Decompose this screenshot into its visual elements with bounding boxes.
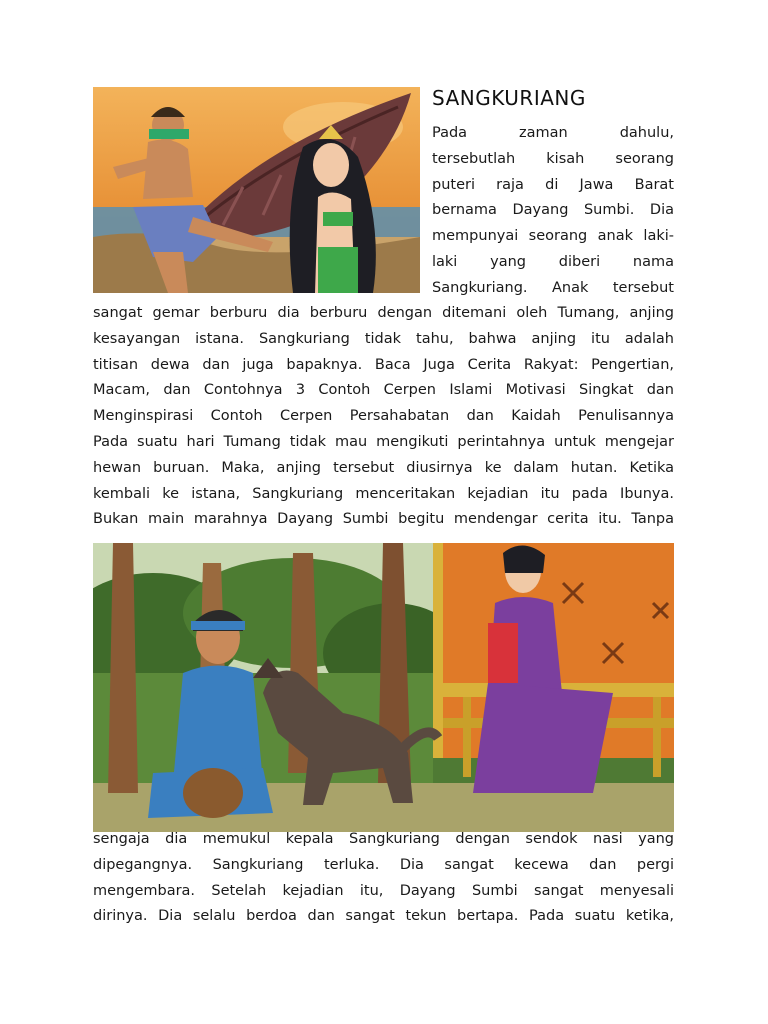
text-line: mengembara. Setelah kejadian itu, Dayang Sumbi sangat menyesali bbox=[93, 882, 674, 899]
text-line: Pada zaman dahulu, bbox=[432, 125, 674, 141]
text-line: bernama Dayang Sumbi. Dia bbox=[432, 202, 674, 219]
text-line: laki yang diberi nama bbox=[432, 253, 674, 270]
text-line: sengaja dia memukul kepala Sangkuriang dengan sendok nasi yang bbox=[93, 831, 674, 847]
text-line: kesayangan istana. Sangkuriang tidak tahu, bahwa anjing itu adalah bbox=[93, 330, 674, 347]
text-line: Sangkuriang. Anak tersebut bbox=[432, 279, 674, 296]
text-line: mempunyai seorang anak laki- bbox=[432, 228, 674, 245]
text-line: dipegangnya. Sangkuriang terluka. Dia sangat kecewa dan pergi bbox=[93, 856, 674, 873]
story-title: SANGKURIANG bbox=[432, 86, 586, 110]
text-line: Macam, dan Contohnya 3 Contoh Cerpen Islami Motivasi Singkat dan bbox=[93, 382, 674, 399]
text-line: Pada suatu hari Tumang tidak mau mengikuti perintahnya untuk mengejar bbox=[93, 433, 674, 450]
story-paragraph-2 bbox=[93, 827, 674, 930]
forest-scene-image bbox=[93, 543, 674, 832]
intro-paragraph-column bbox=[432, 121, 674, 302]
text-line: Bukan main marahnya Dayang Sumbi begitu mendengar cerita itu. Tanpa bbox=[93, 511, 674, 528]
boat-scene-image bbox=[93, 87, 420, 293]
text-line: hewan buruan. Maka, anjing tersebut diusirnya ke dalam hutan. Ketika bbox=[93, 459, 674, 476]
text-line: Menginspirasi Contoh Cerpen Persahabatan dan Kaidah Penulisannya bbox=[93, 408, 674, 425]
text-line: tersebutlah kisah seorang bbox=[432, 150, 674, 167]
story-illustration-boat bbox=[93, 87, 420, 293]
text-line: kembali ke istana, Sangkuriang menceritakan kejadian itu pada Ibunya. bbox=[93, 485, 674, 502]
text-line: titisan dewa dan juga bapaknya. Baca Juga Cerita Rakyat: Pengertian, bbox=[93, 356, 674, 373]
text-line: dirinya. Dia selalu berdoa dan sangat tekun bertapa. Pada suatu ketika, bbox=[93, 908, 674, 925]
story-paragraph-1 bbox=[93, 301, 674, 533]
text-line: sangat gemar berburu dia berburu dengan ditemani oleh Tumang, anjing bbox=[93, 305, 674, 321]
story-illustration-forest bbox=[93, 543, 674, 832]
text-line: puteri raja di Jawa Barat bbox=[432, 176, 674, 193]
